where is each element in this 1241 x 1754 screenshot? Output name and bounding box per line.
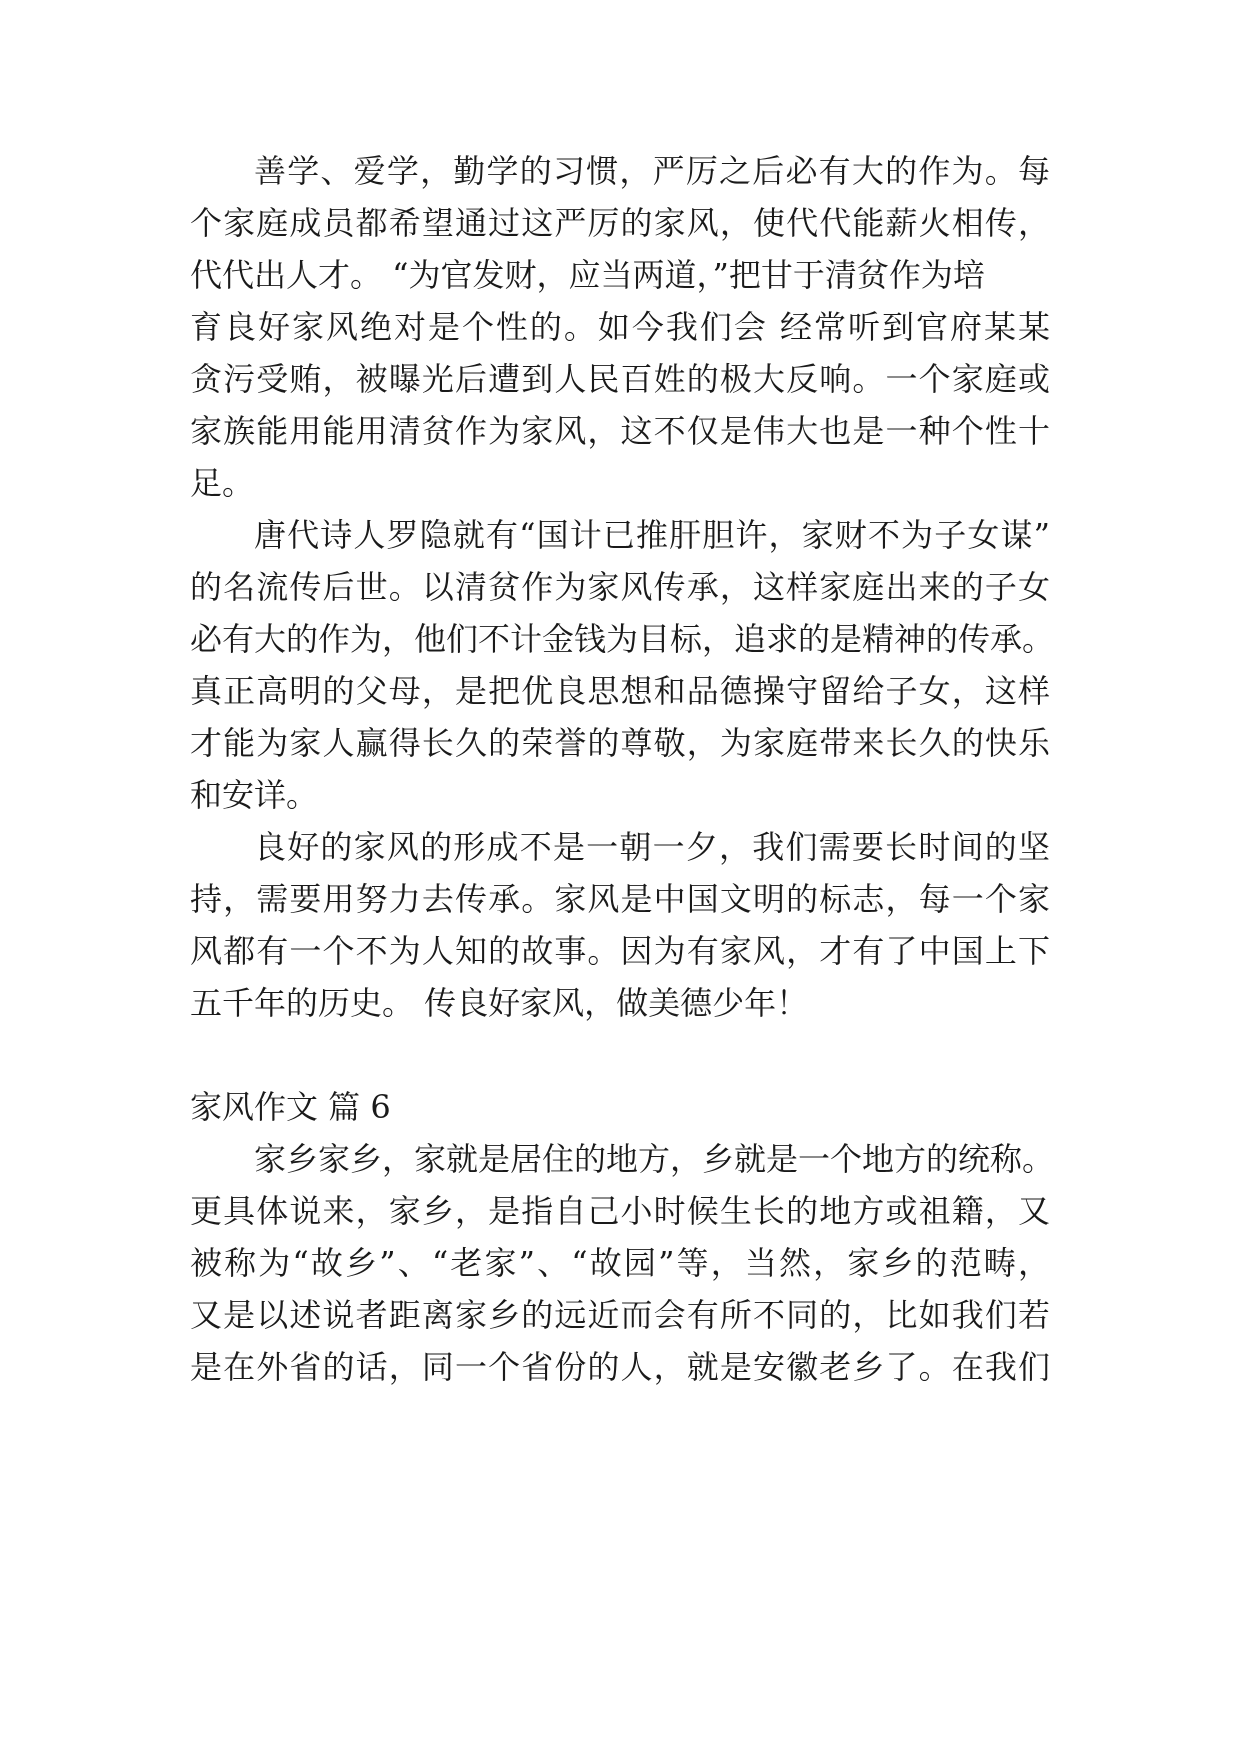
section-heading: 家风作文 篇 6 xyxy=(190,1088,391,1126)
paragraph-line: 家族能用能用清贫作为家风，这不仅是伟大也是一种个性十 xyxy=(190,412,1050,450)
paragraph-line: 良好的家风的形成不是一朝一夕，我们需要长时间的坚 xyxy=(254,828,1050,866)
paragraph-line: 是在外省的话，同一个省份的人，就是安徽老乡了。在我们 xyxy=(190,1348,1050,1386)
paragraph-line: 的名流传后世。以清贫作为家风传承，这样家庭出来的子女 xyxy=(190,568,1050,606)
paragraph-line: 唐代诗人罗隐就有“国计已推肝胆许，家财不为子女谋” xyxy=(254,516,1050,554)
paragraph-line: 育良好家风绝对是个性的。如今我们会 经常听到官府某某 xyxy=(190,308,1050,346)
paragraph-line: 被称为“故乡”、“老家”、“故园”等，当然，家乡的范畴， xyxy=(190,1244,1050,1282)
paragraph-line: 又是以述说者距离家乡的远近而会有所不同的，比如我们若 xyxy=(190,1296,1050,1334)
paragraph-line: 风都有一个不为人知的故事。因为有家风，才有了中国上下 xyxy=(190,932,1050,970)
paragraph-line: 家乡家乡，家就是居住的地方，乡就是一个地方的统称。 xyxy=(254,1140,1055,1178)
paragraph-line: 才能为家人赢得长久的荣誉的尊敬，为家庭带来长久的快乐 xyxy=(190,724,1050,762)
paragraph-line: 真正高明的父母，是把优良思想和品德操守留给子女，这样 xyxy=(190,672,1050,710)
paragraph-line: 必有大的作为，他们不计金钱为目标，追求的是精神的传承。 xyxy=(190,620,1055,658)
paragraph-line: 五千年的历史。 传良好家风，做美德少年！ xyxy=(190,984,809,1022)
paragraph-line: 个家庭成员都希望通过这严厉的家风，使代代能薪火相传， xyxy=(190,204,1050,242)
paragraph-line: 持，需要用努力去传承。家风是中国文明的标志，每一个家 xyxy=(190,880,1050,918)
paragraph-line: 善学、爱学，勤学的习惯，严厉之后必有大的作为。每 xyxy=(254,152,1050,190)
paragraph-line: 和安详。 xyxy=(190,776,319,814)
paragraph-line: 代代出人才。 “为官发财，应当两道，”把甘于清贫作为培 xyxy=(190,256,985,294)
paragraph-line: 贪污受贿，被曝光后遭到人民百姓的极大反响。一个家庭或 xyxy=(190,360,1050,398)
paragraph-line: 足。 xyxy=(190,464,255,502)
paragraph-line: 更具体说来，家乡，是指自己小时候生长的地方或祖籍，又 xyxy=(190,1192,1050,1230)
